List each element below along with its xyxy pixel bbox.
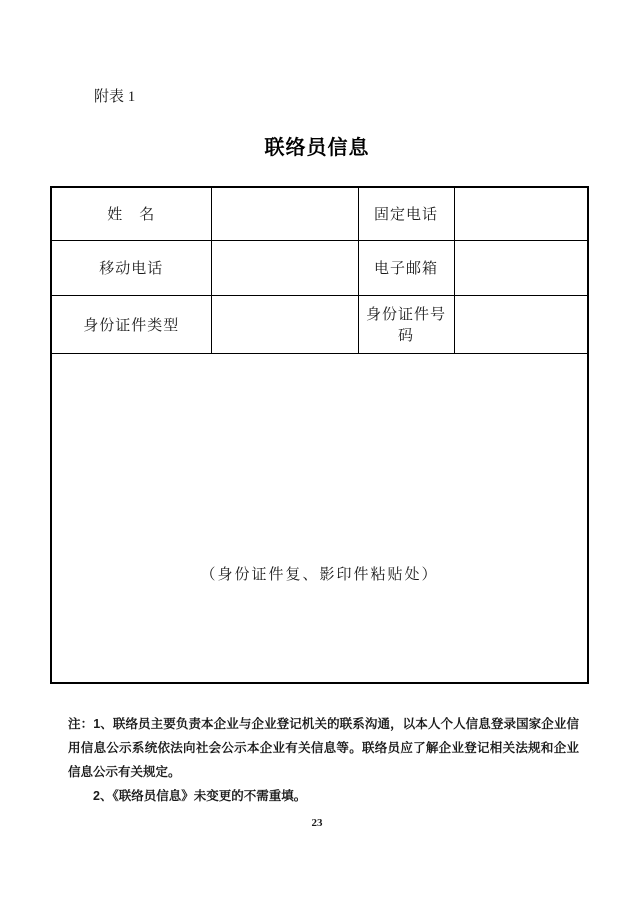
field-value-id-number[interactable] [454,295,588,353]
field-label-id-type: 身份证件类型 [51,295,211,353]
page-number: 23 [311,817,323,829]
field-value-mobile-phone[interactable] [211,240,358,295]
note-line-1: 注：1、联络员主要负责本企业与企业登记机关的联系沟通，以本人个人信息登录国家企业信用信息公示系统依法向社会公示本企业有关信息等。联络员应了解企业登记相关法规和企业信息公示有关规定。 [68,717,579,779]
field-value-email[interactable] [454,240,588,295]
note-line-2: 2、《联络员信息》未变更的不需重填。 [93,789,307,803]
table-row-name-phone [51,187,588,240]
paste-area-label: （身份证件复、影印件粘贴处） [200,567,439,584]
table-row-mobile-email [51,240,588,295]
field-label-name: 姓 名 [51,187,211,240]
field-value-id-type[interactable] [211,295,358,353]
field-label-email: 电子邮箱 [358,240,454,295]
table-row-paste-area [51,353,588,683]
notes-section [68,712,579,808]
contact-info-table [50,186,589,684]
field-label-id-number: 身份证件号码 [358,295,454,353]
field-value-name[interactable] [211,187,358,240]
attachment-label: 附表 1 [94,89,136,105]
field-value-fixed-phone[interactable] [454,187,588,240]
table-row-id-type-number [51,295,588,353]
page-title: 联络员信息 [264,137,370,159]
field-label-fixed-phone: 固定电话 [358,187,454,240]
id-copy-paste-area[interactable] [51,353,588,683]
field-label-mobile-phone: 移动电话 [51,240,211,295]
